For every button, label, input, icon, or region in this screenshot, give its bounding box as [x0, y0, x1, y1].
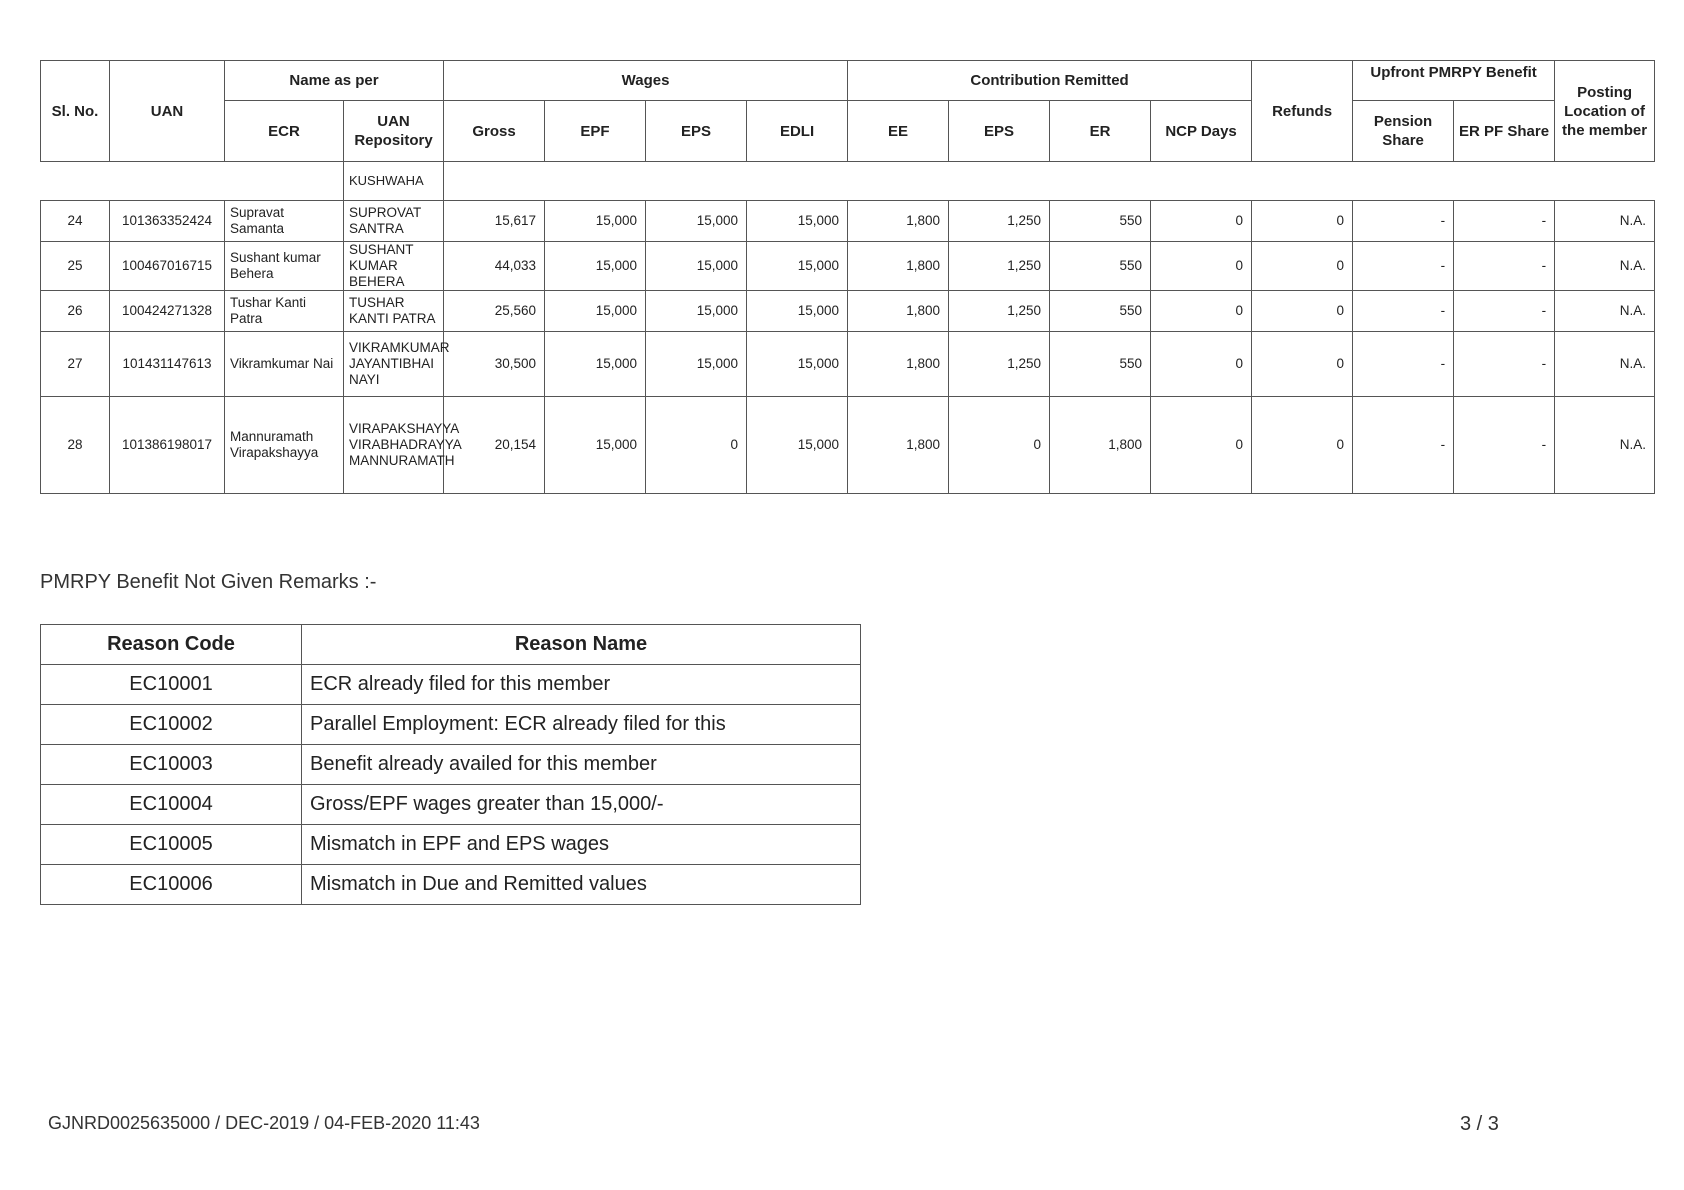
header-posting-location: Posting Location of the member [1555, 61, 1655, 162]
cell-edli: 15,000 [747, 201, 848, 242]
cell-ee: 1,800 [848, 332, 949, 397]
cell-ncp: 0 [1151, 332, 1252, 397]
cell-repo: SUSHANT KUMAR BEHERA [344, 242, 444, 291]
cell-uan: 101431147613 [110, 332, 225, 397]
cell-eps: 15,000 [646, 242, 747, 291]
cell-ecr: Sushant kumar Behera [225, 242, 344, 291]
cell-epf: 15,000 [545, 201, 646, 242]
cell-gross: 25,560 [444, 291, 545, 332]
cell-posting: N.A. [1555, 201, 1655, 242]
cell-erpf: - [1454, 291, 1555, 332]
cell-uan: 101363352424 [110, 201, 225, 242]
cell-erpf: - [1454, 242, 1555, 291]
cell-erpf: - [1454, 201, 1555, 242]
continuation-row [41, 162, 1655, 201]
reason-row [41, 785, 861, 825]
header-eps-contribution: EPS [949, 101, 1050, 162]
cell-eps_c: 1,250 [949, 242, 1050, 291]
contribution-table [40, 60, 1655, 494]
header-reason-code: Reason Code [41, 625, 302, 665]
table-row [41, 332, 1655, 397]
cell-sl: 28 [41, 397, 110, 494]
cell-er: 550 [1050, 242, 1151, 291]
reason-name: Benefit already availed for this member [302, 745, 861, 785]
cell-posting: N.A. [1555, 332, 1655, 397]
reason-code: EC10003 [41, 745, 302, 785]
cell-eps_c: 1,250 [949, 332, 1050, 397]
cell-er: 550 [1050, 332, 1151, 397]
page-number: 3 / 3 [1460, 1113, 1499, 1135]
cell-erpf: - [1454, 332, 1555, 397]
table-header [41, 61, 1655, 162]
header-ecr: ECR [225, 101, 344, 162]
cell-refunds: 0 [1252, 332, 1353, 397]
cell-sl: 24 [41, 201, 110, 242]
header-reason-name: Reason Name [302, 625, 861, 665]
cell-ncp: 0 [1151, 397, 1252, 494]
cell-refunds: 0 [1252, 242, 1353, 291]
header-upfront-pmrpy: Upfront PMRPY Benefit [1353, 61, 1555, 101]
cell-pension: - [1353, 291, 1454, 332]
cell-eps: 15,000 [646, 291, 747, 332]
header-ee: EE [848, 101, 949, 162]
cell-eps: 15,000 [646, 201, 747, 242]
reason-name: ECR already filed for this member [302, 665, 861, 705]
header-epf: EPF [545, 101, 646, 162]
reason-code: EC10002 [41, 705, 302, 745]
cell-uan: 101386198017 [110, 397, 225, 494]
cell-er: 550 [1050, 201, 1151, 242]
cell-edli: 15,000 [747, 397, 848, 494]
cell-repo: VIRAPAKSHAYYA VIRABHADRAYYA MANNURAMATH [344, 397, 444, 494]
cell-sl: 25 [41, 242, 110, 291]
cell-gross: 15,617 [444, 201, 545, 242]
cell-pension: - [1353, 242, 1454, 291]
cell-repo: SUPROVAT SANTRA [344, 201, 444, 242]
reason-row [41, 665, 861, 705]
footer-document-id: GJNRD0025635000 / DEC-2019 / 04-FEB-2020 11:43 [48, 1113, 480, 1133]
table-row [41, 291, 1655, 332]
cell-ee: 1,800 [848, 397, 949, 494]
cell-eps_c: 1,250 [949, 201, 1050, 242]
cell-refunds: 0 [1252, 397, 1353, 494]
cell-ncp: 0 [1151, 201, 1252, 242]
table-body [41, 162, 1655, 494]
header-ncp-days: NCP Days [1151, 101, 1252, 162]
cell-posting: N.A. [1555, 291, 1655, 332]
cell-eps_c: 0 [949, 397, 1050, 494]
cell-edli: 15,000 [747, 332, 848, 397]
reason-row [41, 705, 861, 745]
header-er-pf-share: ER PF Share [1454, 101, 1555, 162]
header-er: ER [1050, 101, 1151, 162]
header-contribution-remitted: Contribution Remitted [848, 61, 1252, 101]
cell-gross: 44,033 [444, 242, 545, 291]
cell-refunds: 0 [1252, 291, 1353, 332]
reason-table-body [41, 665, 861, 905]
cell-ee: 1,800 [848, 201, 949, 242]
cell-ecr: Vikramkumar Nai [225, 332, 344, 397]
cell-ecr: Tushar Kanti Patra [225, 291, 344, 332]
cell-ecr: Mannuramath Virapakshayya [225, 397, 344, 494]
reason-row [41, 825, 861, 865]
cell-epf: 15,000 [545, 397, 646, 494]
cell-ecr: Supravat Samanta [225, 201, 344, 242]
reason-row [41, 865, 861, 905]
reason-code: EC10005 [41, 825, 302, 865]
header-uan: UAN [110, 61, 225, 162]
header-sl-no: Sl. No. [41, 61, 110, 162]
cell-gross: 20,154 [444, 397, 545, 494]
cell-epf: 15,000 [545, 291, 646, 332]
cell-ncp: 0 [1151, 291, 1252, 332]
cell-edli: 15,000 [747, 242, 848, 291]
header-refunds: Refunds [1252, 61, 1353, 162]
header-name-as-per: Name as per [225, 61, 444, 101]
cell-posting: N.A. [1555, 242, 1655, 291]
reason-code-table [40, 624, 861, 905]
cell-repo: TUSHAR KANTI PATRA [344, 291, 444, 332]
cell-epf: 15,000 [545, 332, 646, 397]
reason-code: EC10004 [41, 785, 302, 825]
cell-eps: 15,000 [646, 332, 747, 397]
cell-sl: 27 [41, 332, 110, 397]
reason-code: EC10006 [41, 865, 302, 905]
continuation-repository-name: KUSHWAHA [344, 162, 444, 201]
cell-epf: 15,000 [545, 242, 646, 291]
cell-posting: N.A. [1555, 397, 1655, 494]
cell-ncp: 0 [1151, 242, 1252, 291]
cell-uan: 100467016715 [110, 242, 225, 291]
cell-repo: VIKRAMKUMAR JAYANTIBHAI NAYI [344, 332, 444, 397]
cell-pension: - [1353, 201, 1454, 242]
reason-name: Parallel Employment: ECR already filed for this [302, 705, 861, 745]
reason-name: Gross/EPF wages greater than 15,000/- [302, 785, 861, 825]
header-pension-share: Pension Share [1353, 101, 1454, 162]
reason-name: Mismatch in Due and Remitted values [302, 865, 861, 905]
cell-pension: - [1353, 332, 1454, 397]
reason-row [41, 745, 861, 785]
cell-pension: - [1353, 397, 1454, 494]
cell-edli: 15,000 [747, 291, 848, 332]
cell-ee: 1,800 [848, 242, 949, 291]
cell-erpf: - [1454, 397, 1555, 494]
header-edli: EDLI [747, 101, 848, 162]
cell-sl: 26 [41, 291, 110, 332]
cell-ee: 1,800 [848, 291, 949, 332]
header-eps: EPS [646, 101, 747, 162]
remarks-title: PMRPY Benefit Not Given Remarks :- [40, 571, 377, 593]
cell-refunds: 0 [1252, 201, 1353, 242]
cell-er: 550 [1050, 291, 1151, 332]
reason-code: EC10001 [41, 665, 302, 705]
table-row [41, 201, 1655, 242]
header-uan-repository: UAN Repository [344, 101, 444, 162]
header-wages: Wages [444, 61, 848, 101]
cell-er: 1,800 [1050, 397, 1151, 494]
cell-uan: 100424271328 [110, 291, 225, 332]
table-row [41, 242, 1655, 291]
cell-gross: 30,500 [444, 332, 545, 397]
header-gross: Gross [444, 101, 545, 162]
cell-eps: 0 [646, 397, 747, 494]
table-row [41, 397, 1655, 494]
cell-eps_c: 1,250 [949, 291, 1050, 332]
reason-name: Mismatch in EPF and EPS wages [302, 825, 861, 865]
